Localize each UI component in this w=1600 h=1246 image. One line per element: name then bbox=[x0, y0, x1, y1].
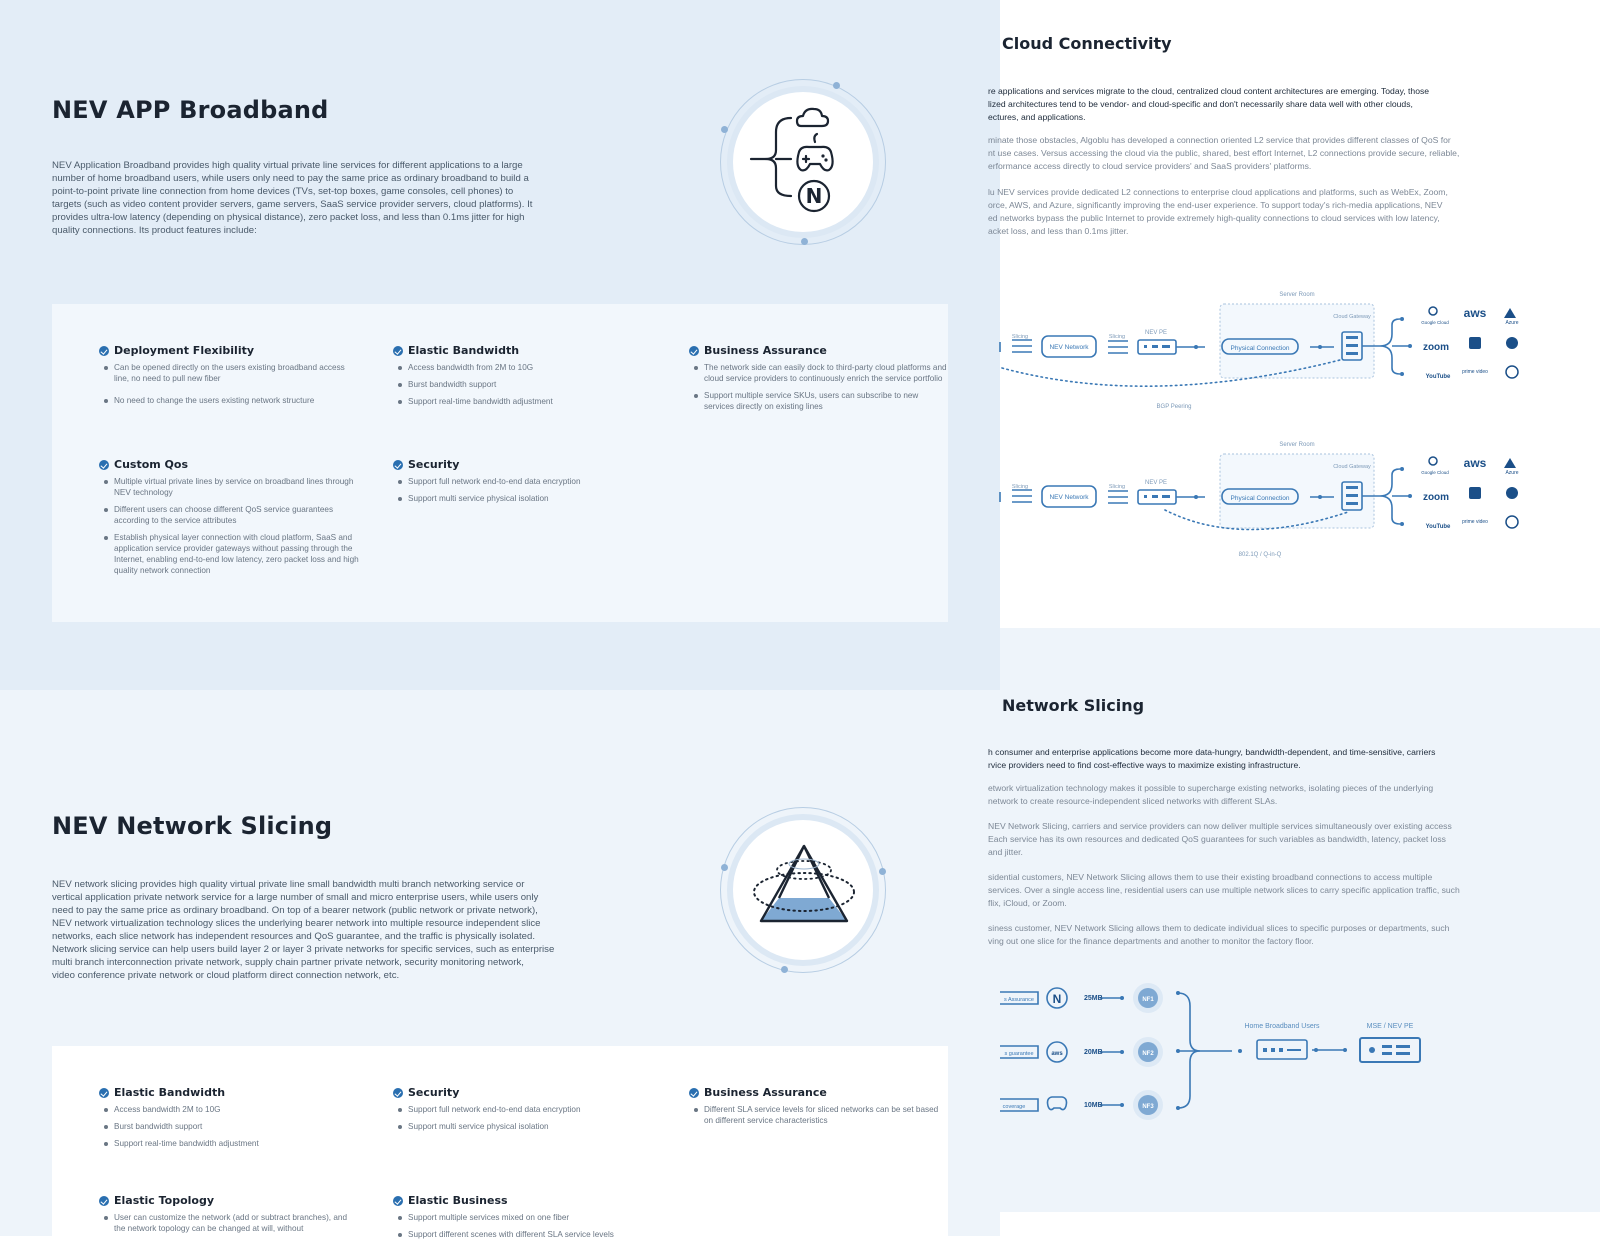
feature-title bbox=[99, 1086, 359, 1100]
cloud-paragraph-3 bbox=[988, 186, 1528, 238]
feature-list bbox=[393, 362, 653, 407]
zoom-label: zoom bbox=[1422, 342, 1450, 353]
network-slicing-features-panel bbox=[52, 1046, 948, 1246]
app-broadband-section bbox=[0, 0, 1000, 690]
feature-elastic-business bbox=[393, 1194, 653, 1246]
text-line: re applications and services migrate to the cloud, centralized cloud content architectures are emerging. Today, those bbox=[988, 86, 1430, 96]
text-line: services. Over a single access line, residential users can use multiple network slices to carry specific application traffic, such bbox=[988, 885, 1460, 895]
feature-list bbox=[393, 1104, 653, 1132]
text-line: h consumer and enterprise applications become more data-hungry, bandwidth-dependent, and time-sensitive, carriers bbox=[988, 747, 1436, 757]
slicing-paragraph-2 bbox=[988, 782, 1528, 808]
nev-network-label: NEV Network bbox=[1049, 344, 1089, 351]
feature-title bbox=[99, 344, 359, 358]
slicing-paragraph-4 bbox=[988, 871, 1528, 910]
slicing-paragraph-3 bbox=[988, 820, 1528, 859]
netflix-icon bbox=[1506, 366, 1518, 378]
desc-line: Network slicing service can help users build layer 2 or layer 3 private networks for specific services, such as enterprise bbox=[52, 944, 555, 955]
feature-title bbox=[393, 344, 653, 358]
nev-pe-label: NEV PE bbox=[1144, 330, 1168, 336]
cloud-gateway-label: Cloud Gateway bbox=[1333, 314, 1371, 320]
desc-line: multi branch interconnection private network, supply chain partner private network, security monitoring network, bbox=[52, 957, 524, 968]
feature-elastic-bandwidth bbox=[393, 344, 653, 413]
bandwidth-label: 25MB bbox=[1084, 995, 1103, 1002]
feature-title-text: Deployment Flexibility bbox=[114, 344, 255, 357]
bgp-peering-label: BGP Peering bbox=[1156, 404, 1192, 410]
feature-title-text: Elastic Business bbox=[408, 1194, 508, 1207]
text-line: erformance access directly to cloud service providers' and SaaS providers' platforms. bbox=[988, 161, 1312, 171]
netflix-icon: N bbox=[1052, 992, 1062, 1006]
footer-strip bbox=[1000, 1212, 1600, 1236]
feature-list bbox=[99, 1212, 359, 1234]
qinq-label: 802.1Q / Q-in-Q bbox=[1238, 552, 1282, 558]
feature-business-assurance bbox=[689, 344, 949, 418]
feature-elastic-bandwidth bbox=[99, 1086, 359, 1155]
teams-icon bbox=[1469, 337, 1481, 349]
check-icon bbox=[689, 346, 699, 356]
right-column bbox=[988, 0, 1600, 1236]
google-cloud-label: Google Cloud bbox=[1421, 320, 1449, 325]
feature-title-text: Business Assurance bbox=[704, 1086, 827, 1099]
round-app-icon bbox=[1506, 487, 1518, 499]
list-item: Support real-time bandwidth adjustment bbox=[397, 396, 653, 407]
feature-elastic-topology bbox=[99, 1194, 359, 1240]
text-line: ving out one slice for the finance departments and another to monitor the factory floor. bbox=[988, 936, 1314, 946]
list-item: Different SLA service levels for sliced networks can be set based on different service characteristics bbox=[693, 1104, 949, 1126]
cloud-connectivity-title: Cloud Connectivity bbox=[1002, 34, 1172, 53]
text-line: nt use cases. Versus accessing the cloud via the public, shared, best effort Internet, L2 connections provide secure, reliable, bbox=[988, 148, 1460, 158]
list-item: Support multiple services mixed on one fiber bbox=[397, 1212, 653, 1223]
feature-title-text: Elastic Bandwidth bbox=[408, 344, 520, 357]
network-slicing-section bbox=[0, 690, 1000, 1239]
desc-line: video conference private network or cloud platform direct connection network, etc. bbox=[52, 970, 400, 981]
app-broadband-description bbox=[52, 159, 552, 237]
nev-pe-label: NEV PE bbox=[1144, 480, 1168, 486]
list-item: Different users can choose different QoS service guarantees according to the service attributes bbox=[103, 504, 359, 526]
text-line: lu NEV services provide dedicated L2 connections to enterprise cloud applications and platforms, such as WebEx, Zoom, bbox=[988, 187, 1448, 197]
nf3-label: NF3 bbox=[1142, 1104, 1154, 1110]
feature-security bbox=[393, 458, 653, 510]
text-line: and jitter. bbox=[988, 847, 1023, 857]
list-item: Support full network end-to-end data encryption bbox=[397, 1104, 653, 1115]
pyramid-icon bbox=[721, 808, 887, 974]
feature-title bbox=[689, 1086, 949, 1100]
check-icon bbox=[689, 1088, 699, 1098]
list-item: Support full network end-to-end data encryption bbox=[397, 476, 653, 487]
network-slicing-right-section bbox=[988, 628, 1600, 1212]
nev-network-label: NEV Network bbox=[1049, 494, 1089, 501]
text-line: network to create resource-independent sliced networks with different SLAs. bbox=[988, 796, 1278, 806]
home-users-label: Home Broadband Users bbox=[1244, 1023, 1320, 1030]
prime-video-label: prime video bbox=[1462, 519, 1488, 525]
feature-list bbox=[99, 362, 359, 406]
list-item: Establish physical layer connection with cloud platform, SaaS and application service provider gateways without passing through the Internet, enabling end-to-end low latency, zero packet loss and high quality network connection bbox=[103, 532, 359, 576]
feature-business-assurance bbox=[689, 1086, 949, 1132]
feature-title-text: Custom Qos bbox=[114, 458, 189, 471]
physical-connection-label: Physical Connection bbox=[1230, 345, 1290, 352]
azure-label: Azure bbox=[1505, 470, 1519, 476]
text-line: lized architectures tend to be vendor- and cloud-specific and don't necessarily share data well with other clouds, bbox=[988, 99, 1413, 109]
list-item: Multiple virtual private lines by service on broadband lines through NEV technology bbox=[103, 476, 359, 498]
feature-title-text: Business Assurance bbox=[704, 344, 827, 357]
row-label: s Assurance bbox=[1004, 997, 1034, 1003]
text-line: sidential customers, NEV Network Slicing allows them to use their existing broadband connections to access multiple bbox=[988, 872, 1433, 882]
section-title: NEV Network Slicing bbox=[52, 812, 333, 840]
server-room-label: Server Room bbox=[1279, 442, 1315, 448]
cloud-connectivity-diagram bbox=[1000, 280, 1600, 570]
list-item: Support multi service physical isolation bbox=[397, 1121, 653, 1132]
check-icon bbox=[99, 460, 109, 470]
desc-line: need to pay the same price as ordinary broadband. On top of a bearer network (public network or private network), bbox=[52, 905, 538, 916]
feature-list bbox=[393, 476, 653, 504]
cloud-gateway-label: Cloud Gateway bbox=[1333, 464, 1371, 470]
azure-icon bbox=[1504, 458, 1516, 468]
feature-list bbox=[99, 476, 359, 576]
physical-connection-label: Physical Connection bbox=[1230, 495, 1290, 502]
text-line: NEV Network Slicing, carriers and service providers can now deliver multiple services simultaneously over existing access bbox=[988, 821, 1452, 831]
text-line: minate those obstacles, Algoblu has developed a connection oriented L2 service that provides different classes of QoS for bbox=[988, 135, 1451, 145]
desc-line: networks, each slice network has independent resources and QoS guarantee, and the traffic is physically isolated. bbox=[52, 931, 535, 942]
check-icon bbox=[393, 1088, 403, 1098]
google-cloud-icon bbox=[1429, 307, 1437, 315]
list-item: User can customize the network (add or subtract branches), and the network topology can be changed at will, without bbox=[103, 1212, 359, 1234]
check-icon bbox=[99, 1088, 109, 1098]
desc-line: quality connections. Its product features include: bbox=[52, 225, 257, 236]
list-item: Can be opened directly on the users existing broadband access line, no need to pull new fiber bbox=[103, 362, 359, 384]
feature-list bbox=[689, 1104, 949, 1126]
slicing-label: Slicing bbox=[1011, 484, 1029, 490]
row-label: s guarantee bbox=[1004, 1051, 1034, 1057]
list-item: Access bandwidth 2M to 10G bbox=[103, 1104, 359, 1115]
feature-security bbox=[393, 1086, 653, 1138]
check-icon bbox=[99, 346, 109, 356]
youtube-label: YouTube bbox=[1425, 374, 1451, 380]
list-item: Access bandwidth from 2M to 10G bbox=[397, 362, 653, 373]
network-slicing-description bbox=[52, 878, 572, 982]
app-broadband-features-panel bbox=[52, 304, 948, 622]
network-slicing-title: Network Slicing bbox=[1002, 696, 1145, 715]
cloud-paragraph-2 bbox=[988, 134, 1528, 173]
round-app-icon bbox=[1506, 337, 1518, 349]
svg-text:N: N bbox=[805, 184, 823, 208]
desc-line: NEV network slicing provides high quality virtual private line small bandwidth multi branch networking service or bbox=[52, 879, 525, 890]
text-line: flix, iCloud, or Zoom. bbox=[988, 898, 1067, 908]
text-line: orce, AWS, and Azure, significantly improving the end-user experience. To support today's rich-media applications, NEV bbox=[988, 200, 1443, 210]
list-item: No need to change the users existing network structure bbox=[103, 395, 359, 406]
text-line: ed networks bypass the public Internet to provide extremely high-quality connections to cloud services with low latency, bbox=[988, 213, 1440, 223]
feature-title-text: Security bbox=[408, 458, 460, 471]
cloud-intro-paragraph bbox=[988, 85, 1528, 124]
feature-title bbox=[393, 1086, 653, 1100]
slicing-label: Slicing bbox=[1011, 334, 1029, 340]
zoom-label: zoom bbox=[1422, 492, 1450, 503]
network-slicing-diagram bbox=[1000, 978, 1600, 1138]
feature-custom-qos bbox=[99, 458, 359, 582]
feature-title bbox=[393, 458, 653, 472]
check-icon bbox=[393, 346, 403, 356]
desc-line: provides ultra-low latency (depending on physical distance), zero packet loss, and less than 0.1ms jitter for high bbox=[52, 212, 525, 223]
aws-label: aws bbox=[1463, 456, 1487, 470]
aws-label: aws bbox=[1463, 306, 1487, 320]
desc-line: NEV network virtualization technology slices the underlying bearer network into multiple resource independent slice bbox=[52, 918, 541, 929]
bandwidth-label: 10MB bbox=[1084, 1102, 1103, 1109]
text-line: ectures, and applications. bbox=[988, 112, 1086, 122]
list-item: The network side can easily dock to third-party cloud platforms and cloud service providers to continuously enrich the service portfolio bbox=[693, 362, 949, 384]
list-item: Support real-time bandwidth adjustment bbox=[103, 1138, 359, 1149]
youtube-label: YouTube bbox=[1425, 524, 1451, 530]
nf2-label: NF2 bbox=[1142, 1051, 1154, 1057]
feature-title bbox=[393, 1194, 653, 1208]
feature-title-text: Security bbox=[408, 1086, 460, 1099]
prime-video-label: prime video bbox=[1462, 369, 1488, 375]
row-label: coverage bbox=[1002, 1104, 1026, 1110]
list-item: Support different scenes with different SLA service levels bbox=[397, 1229, 653, 1240]
feature-title-text: Elastic Topology bbox=[114, 1194, 215, 1207]
azure-icon bbox=[1504, 308, 1516, 318]
desc-line: vertical application private network service for a large number of small and micro enterprise users, while users only bbox=[52, 892, 539, 903]
feature-title-text: Elastic Bandwidth bbox=[114, 1086, 226, 1099]
feature-title bbox=[99, 1194, 359, 1208]
feature-list bbox=[689, 362, 949, 412]
desc-line: point-to-point private line connection from home devices (TVs, set-top boxes, game consoles, cell phones) to bbox=[52, 186, 514, 197]
text-line: rvice providers need to find cost-effective ways to maximize existing infrastructure. bbox=[988, 760, 1301, 770]
google-cloud-icon bbox=[1429, 457, 1437, 465]
slicing-paragraph-5 bbox=[988, 922, 1528, 948]
mse-label: MSE / NEV PE bbox=[1366, 1023, 1414, 1030]
text-line: etwork virtualization technology makes it possible to supercharge existing networks, isolating pieces of the underlying bbox=[988, 783, 1434, 793]
slicing-label: Slicing bbox=[1108, 484, 1126, 490]
desc-line: number of home broadband users, while users only need to pay the same price as ordinary broadband to build a bbox=[52, 173, 529, 184]
app-broadband-emblem bbox=[720, 79, 886, 245]
nf1-label: NF1 bbox=[1142, 997, 1154, 1003]
server-room-label: Server Room bbox=[1279, 292, 1315, 298]
aws-icon: aws bbox=[1051, 1051, 1063, 1057]
page-title: NEV APP Broadband bbox=[52, 96, 329, 124]
apps-branch-icon bbox=[721, 80, 887, 246]
check-icon bbox=[99, 1196, 109, 1206]
feature-deployment-flexibility bbox=[99, 344, 359, 412]
netflix-icon bbox=[1506, 516, 1518, 528]
text-line: Each service has its own resources and dedicated QoS guarantees for such variables as bandwidth, latency, packet loss bbox=[988, 834, 1446, 844]
feature-list bbox=[99, 1104, 359, 1149]
list-item: Support multi service physical isolation bbox=[397, 493, 653, 504]
teams-icon bbox=[1469, 487, 1481, 499]
list-item: Burst bandwidth support bbox=[397, 379, 653, 390]
slicing-label: Slicing bbox=[1108, 334, 1126, 340]
bandwidth-label: 20MB bbox=[1084, 1049, 1103, 1056]
text-line: acket loss, and less than 0.1ms jitter. bbox=[988, 226, 1129, 236]
feature-list bbox=[393, 1212, 653, 1240]
slicing-intro-paragraph bbox=[988, 746, 1528, 772]
list-item: Burst bandwidth support bbox=[103, 1121, 359, 1132]
text-line: siness customer, NEV Network Slicing allows them to dedicate individual slices to specific purposes or departments, such bbox=[988, 923, 1450, 933]
feature-title bbox=[689, 344, 949, 358]
azure-label: Azure bbox=[1505, 320, 1519, 326]
network-slicing-emblem bbox=[720, 807, 886, 973]
desc-line: targets (such as video content provider servers, game servers, SaaS service provider servers, cloud platforms). It bbox=[52, 199, 533, 210]
feature-title bbox=[99, 458, 359, 472]
desc-line: NEV Application Broadband provides high quality virtual private line services for different applications to a large bbox=[52, 160, 523, 171]
check-icon bbox=[393, 1196, 403, 1206]
list-item: Support multiple service SKUs, users can subscribe to new services directly on existing lines bbox=[693, 390, 949, 412]
google-cloud-label: Google Cloud bbox=[1421, 470, 1449, 475]
check-icon bbox=[393, 460, 403, 470]
